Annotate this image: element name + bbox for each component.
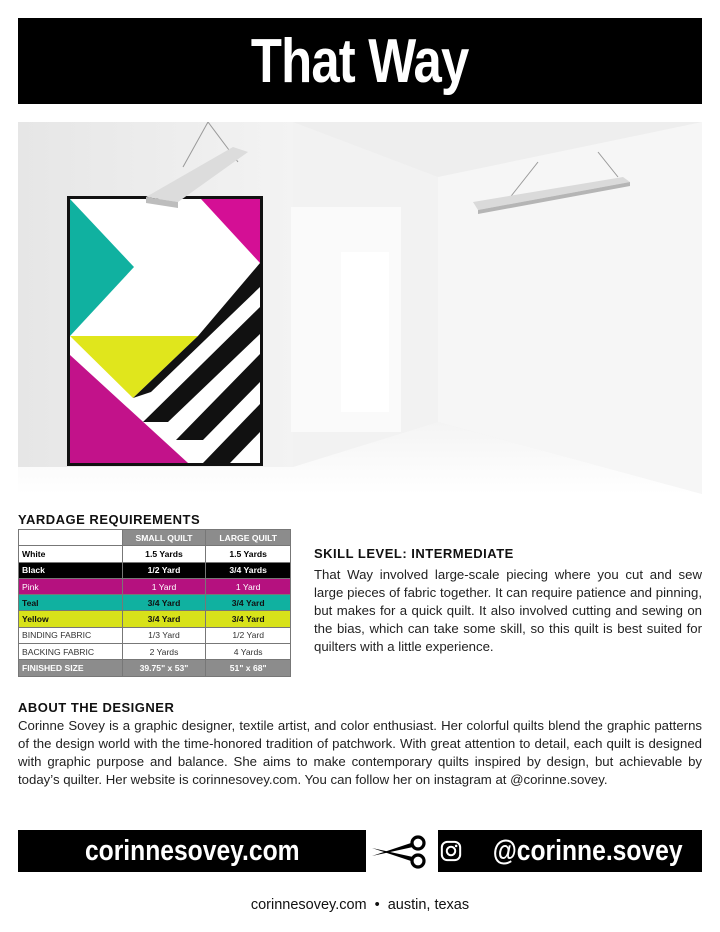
footer-location: austin, texas	[387, 897, 470, 913]
table-row	[19, 546, 291, 562]
table-row	[19, 562, 291, 578]
small-value: 2 Yards	[122, 644, 206, 660]
title-banner	[18, 18, 702, 104]
small-value: 39.75" x 53"	[122, 660, 206, 676]
row-label: BACKING FABRIC	[19, 644, 123, 660]
large-value: 1 Yard	[206, 578, 291, 594]
table-row	[19, 660, 291, 676]
scissors-icon	[370, 834, 430, 870]
column-header-large: LARGE QUILT	[206, 530, 291, 546]
large-value: 3/4 Yard	[206, 595, 291, 611]
large-value: 1.5 Yards	[206, 546, 291, 562]
about-designer-heading: ABOUT THE DESIGNER	[18, 700, 175, 715]
footer-website[interactable]: corinnesovey.com	[250, 897, 367, 913]
table-row	[19, 627, 291, 643]
small-value: 3/4 Yard	[122, 611, 206, 627]
small-value: 1 Yard	[122, 578, 206, 594]
large-value: 4 Yards	[206, 644, 291, 660]
gallery-room-image	[18, 122, 702, 494]
row-label: BINDING FABRIC	[19, 627, 123, 643]
column-header-small: SMALL QUILT	[122, 530, 206, 546]
website-link[interactable]: corinnesovey.com	[84, 834, 300, 867]
instagram-banner	[438, 830, 702, 872]
small-value: 1/2 Yard	[122, 562, 206, 578]
quilt-photo	[18, 122, 702, 494]
large-value: 3/4 Yards	[206, 562, 291, 578]
page-title: That Way	[251, 26, 469, 96]
small-value: 1/3 Yard	[122, 627, 206, 643]
small-value: 1.5 Yards	[122, 546, 206, 562]
skill-level-description: That Way involved large-scale piecing where you cut and sew large pieces of fabric together. It can require patience and pinning, but makes for a quick quilt. It also involved cutting and sewing on the bias, which can take some skill, so this quilt is best suited for quilters with a little experience.	[314, 567, 702, 654]
row-label: Pink	[19, 578, 123, 594]
instagram-icon	[440, 840, 462, 862]
website-banner	[18, 830, 366, 872]
footer-contact-line	[0, 897, 720, 913]
instagram-handle[interactable]: @corinne.sovey	[493, 834, 683, 867]
yardage-heading: YARDAGE REQUIREMENTS	[18, 512, 201, 527]
row-label: FINISHED SIZE	[19, 660, 123, 676]
corner-cell	[19, 530, 123, 546]
skill-level-heading: SKILL LEVEL: INTERMEDIATE	[314, 546, 514, 561]
table-row	[19, 644, 291, 660]
table-row	[19, 595, 291, 611]
yardage-header-row	[19, 530, 291, 546]
about-designer-text: Corinne Sovey is a graphic designer, textile artist, and color enthusiast. Her colorful quilts blend the graphic patterns of the design world with the time-honored tradition of patchwork. With great attention to detail, each quilt is designed with graphic purpose and balance. She aims to make contemporary quilts inspired by design, but achievable by today’s quilter. Her website is corinnesovey.com. You can follow her on instagram at @corinne.sovey.	[18, 718, 702, 787]
row-label: Black	[19, 562, 123, 578]
row-label: Teal	[19, 595, 123, 611]
table-row	[19, 578, 291, 594]
row-label: Yellow	[19, 611, 123, 627]
large-value: 51" x 68"	[206, 660, 291, 676]
small-value: 3/4 Yard	[122, 595, 206, 611]
separator-dot: •	[374, 897, 380, 913]
row-label: White	[19, 546, 123, 562]
table-row	[19, 611, 291, 627]
large-value: 3/4 Yard	[206, 611, 291, 627]
yardage-table	[18, 529, 291, 677]
large-value: 1/2 Yard	[206, 627, 291, 643]
